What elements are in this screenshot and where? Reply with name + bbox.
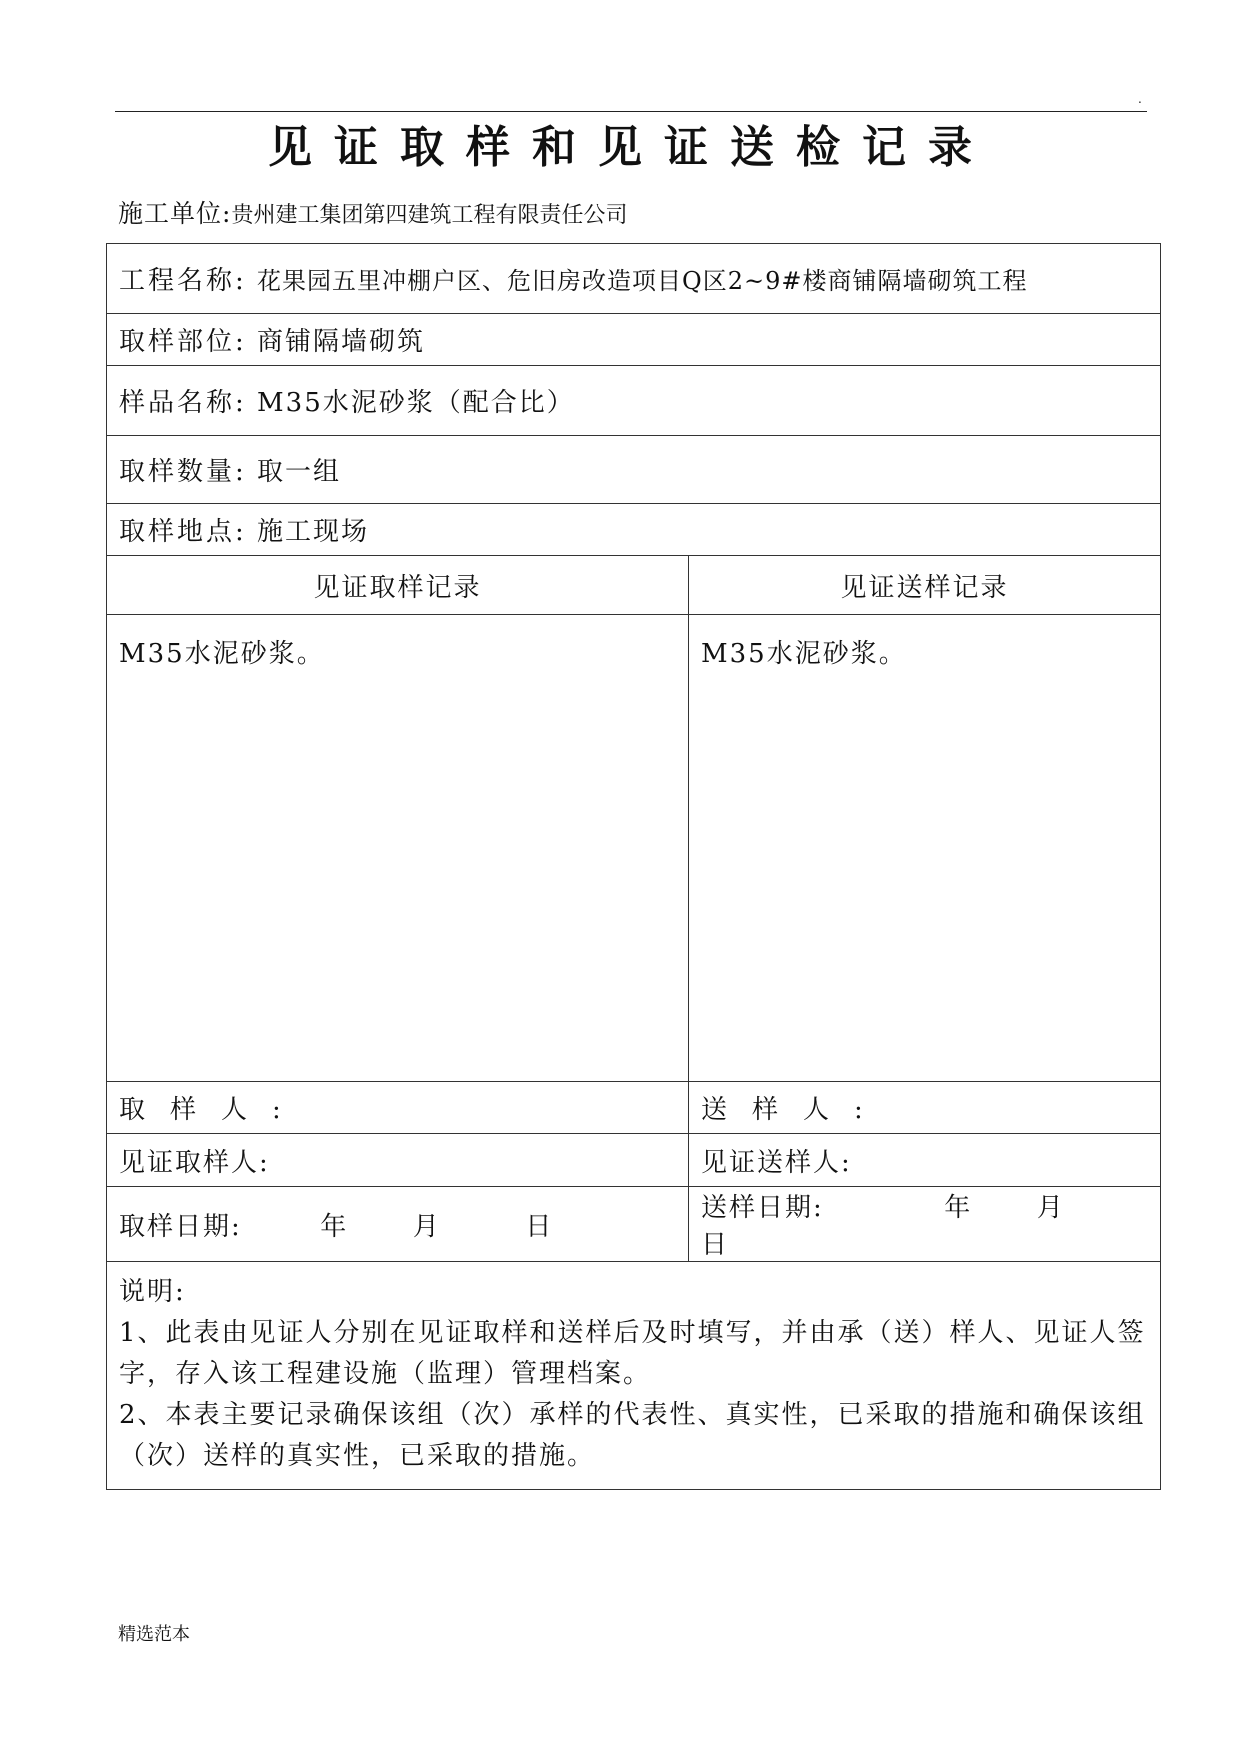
sample-quantity-label: 取样数量: xyxy=(119,457,247,487)
sampling-part-row xyxy=(107,314,1161,366)
witness-sampling-record-content: M35水泥砂浆。 xyxy=(107,615,689,1082)
contractor-line xyxy=(118,194,627,230)
project-name-value: 花果园五里冲棚户区、危旧房改造项目Q区2~9#楼商铺隔墙砌筑工程 xyxy=(257,267,1028,295)
sampling-part-label: 取样部位: xyxy=(119,327,247,357)
notes-item-2: 2、本表主要记录确保该组（次）承样的代表性、真实性，已采取的措施和确保该组（次）送样的真实性，已采取的措施。 xyxy=(119,1400,1146,1471)
send-date-month: 月 xyxy=(1036,1193,1065,1223)
witness-sampler-label: 见证取样人: xyxy=(119,1147,270,1178)
sample-name-row xyxy=(107,366,1161,436)
sender-cell xyxy=(689,1082,1161,1134)
witness-sender-cell xyxy=(689,1134,1161,1187)
project-name-row xyxy=(107,244,1161,314)
notes-heading: 说明: xyxy=(119,1277,186,1307)
witness-sending-record-header: 见证送样记录 xyxy=(689,556,1161,615)
notes-item-1: 1、此表由见证人分别在见证取样和送样后及时填写，并由承（送）样人、见证人签字，存入该工程建设施（监理）管理档案。 xyxy=(119,1318,1146,1389)
sampling-site-label: 取样地点: xyxy=(119,517,247,547)
send-date-day: 日 xyxy=(701,1230,730,1260)
sample-date-month: 月 xyxy=(412,1211,441,1242)
header-rule xyxy=(115,111,1147,112)
page-mark: . xyxy=(1138,92,1142,106)
sampler-label: 取样人: xyxy=(119,1095,306,1125)
sample-name-value: M35水泥砂浆（配合比） xyxy=(257,388,575,418)
sampling-site-value: 施工现场 xyxy=(257,517,370,547)
sender-label: 送样人: xyxy=(701,1095,888,1125)
send-date-year: 年 xyxy=(944,1193,973,1223)
footer-text: 精选范本 xyxy=(118,1624,190,1645)
sample-date-day: 日 xyxy=(525,1211,554,1242)
sampler-cell xyxy=(107,1082,689,1134)
sample-name-label: 样品名称: xyxy=(119,388,247,418)
sample-date-label: 取样日期: xyxy=(119,1211,242,1242)
sample-date-year: 年 xyxy=(320,1211,349,1242)
sample-quantity-row xyxy=(107,436,1161,504)
witness-sending-record-content: M35水泥砂浆。 xyxy=(689,615,1161,1082)
sample-quantity-value: 取一组 xyxy=(257,457,342,487)
sample-date-cell xyxy=(107,1187,689,1262)
sampling-site-row xyxy=(107,504,1161,556)
witness-sender-label: 见证送样人: xyxy=(701,1147,852,1178)
witness-sampling-record-header: 见证取样记录 xyxy=(107,556,689,615)
document-title: 见证取样和见证送检记录 xyxy=(268,122,994,173)
record-form xyxy=(106,243,1161,1490)
send-date-label: 送样日期: xyxy=(701,1193,824,1223)
contractor-label: 施工单位: xyxy=(118,199,232,228)
witness-sampler-cell xyxy=(107,1134,689,1187)
notes-cell xyxy=(107,1262,1161,1490)
sampling-part-value: 商铺隔墙砌筑 xyxy=(257,327,426,357)
send-date-cell xyxy=(689,1187,1161,1262)
contractor-value: 贵州建工集团第四建筑工程有限责任公司 xyxy=(231,203,628,228)
project-name-label: 工程名称: xyxy=(119,266,247,296)
